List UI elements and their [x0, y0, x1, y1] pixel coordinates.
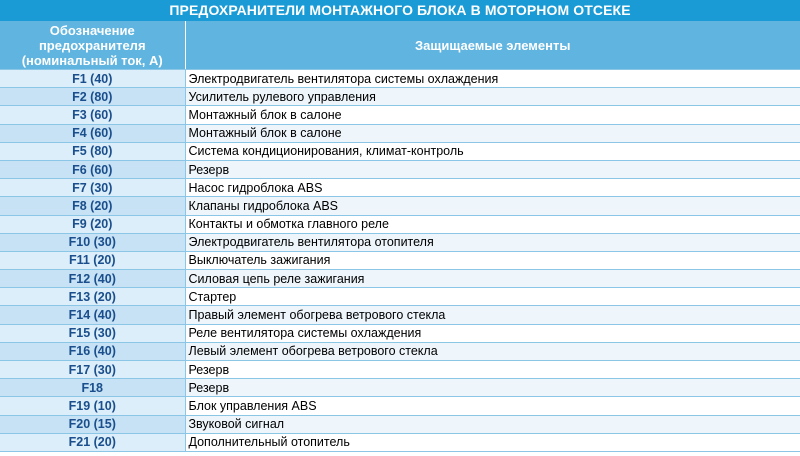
header-fuse-line3: (номинальный ток, А) [21, 52, 163, 68]
fuse-designation-cell: F5 (80) [0, 142, 185, 160]
table-row [0, 197, 800, 215]
protected-element-cell: Реле вентилятора системы охлаждения [185, 324, 800, 342]
table-row [0, 142, 800, 160]
protected-element-cell: Электродвигатель вентилятора системы охлаждения [185, 70, 800, 88]
fuse-designation-cell: F2 (80) [0, 88, 185, 106]
protected-element-cell: Левый элемент обогрева ветрового стекла [185, 342, 800, 360]
protected-element-cell: Стартер [185, 288, 800, 306]
table-row [0, 251, 800, 269]
header-fuse-line1: Обозначение [49, 22, 135, 38]
fuse-table [0, 21, 800, 452]
protected-element-cell: Насос гидроблока ABS [185, 179, 800, 197]
table-row [0, 124, 800, 142]
table-title: ПРЕДОХРАНИТЕЛИ МОНТАЖНОГО БЛОКА В МОТОРНОМ ОТСЕКЕ [0, 0, 800, 21]
fuse-designation-cell: F7 (30) [0, 179, 185, 197]
fuse-designation-cell: F1 (40) [0, 70, 185, 88]
protected-element-cell: Усилитель рулевого управления [185, 88, 800, 106]
protected-element-cell: Клапаны гидроблока ABS [185, 197, 800, 215]
header-fuse-line2: предохранителя [38, 37, 146, 53]
table-row [0, 433, 800, 451]
protected-element-cell: Контакты и обмотка главного реле [185, 215, 800, 233]
protected-element-cell: Монтажный блок в салоне [185, 124, 800, 142]
protected-element-cell: Выключатель зажигания [185, 251, 800, 269]
protected-element-cell: Звуковой сигнал [185, 415, 800, 433]
fuse-designation-cell: F11 (20) [0, 251, 185, 269]
fuse-designation-cell: F19 (10) [0, 397, 185, 415]
fuse-designation-cell: F8 (20) [0, 197, 185, 215]
table-body [0, 70, 800, 452]
table-row [0, 215, 800, 233]
table-row [0, 270, 800, 288]
fuse-designation-cell: F12 (40) [0, 270, 185, 288]
fuse-designation-cell: F9 (20) [0, 215, 185, 233]
fuse-designation-cell: F20 (15) [0, 415, 185, 433]
fuse-designation-cell: F6 (60) [0, 160, 185, 178]
fuse-designation-cell: F14 (40) [0, 306, 185, 324]
table-row [0, 397, 800, 415]
protected-element-cell: Система кондиционирования, климат-контроль [185, 142, 800, 160]
table-row [0, 342, 800, 360]
protected-element-cell: Правый элемент обогрева ветрового стекла [185, 306, 800, 324]
fuse-designation-cell: F10 (30) [0, 233, 185, 251]
table-row [0, 70, 800, 88]
fuse-designation-cell: F16 (40) [0, 342, 185, 360]
protected-element-cell: Монтажный блок в салоне [185, 106, 800, 124]
table-header-row [0, 21, 800, 70]
header-protected-elements: Защищаемые элементы [185, 21, 800, 70]
table-row [0, 233, 800, 251]
table-row [0, 361, 800, 379]
table-row [0, 160, 800, 178]
protected-element-cell: Силовая цепь реле зажигания [185, 270, 800, 288]
table-row [0, 179, 800, 197]
fuse-designation-cell: F18 [0, 379, 185, 397]
fuse-designation-cell: F15 (30) [0, 324, 185, 342]
protected-element-cell: Резерв [185, 361, 800, 379]
protected-element-cell: Электродвигатель вентилятора отопителя [185, 233, 800, 251]
fuse-designation-cell: F4 (60) [0, 124, 185, 142]
fuse-designation-cell: F17 (30) [0, 361, 185, 379]
header-fuse-designation [0, 21, 185, 70]
protected-element-cell: Резерв [185, 379, 800, 397]
table-row [0, 379, 800, 397]
table-row [0, 324, 800, 342]
protected-element-cell: Резерв [185, 160, 800, 178]
table-row [0, 306, 800, 324]
table-row [0, 106, 800, 124]
table-row [0, 415, 800, 433]
protected-element-cell: Дополнительный отопитель [185, 433, 800, 451]
table-row [0, 88, 800, 106]
protected-element-cell: Блок управления ABS [185, 397, 800, 415]
fuse-designation-cell: F13 (20) [0, 288, 185, 306]
fuse-designation-cell: F21 (20) [0, 433, 185, 451]
fuse-designation-cell: F3 (60) [0, 106, 185, 124]
table-row [0, 288, 800, 306]
